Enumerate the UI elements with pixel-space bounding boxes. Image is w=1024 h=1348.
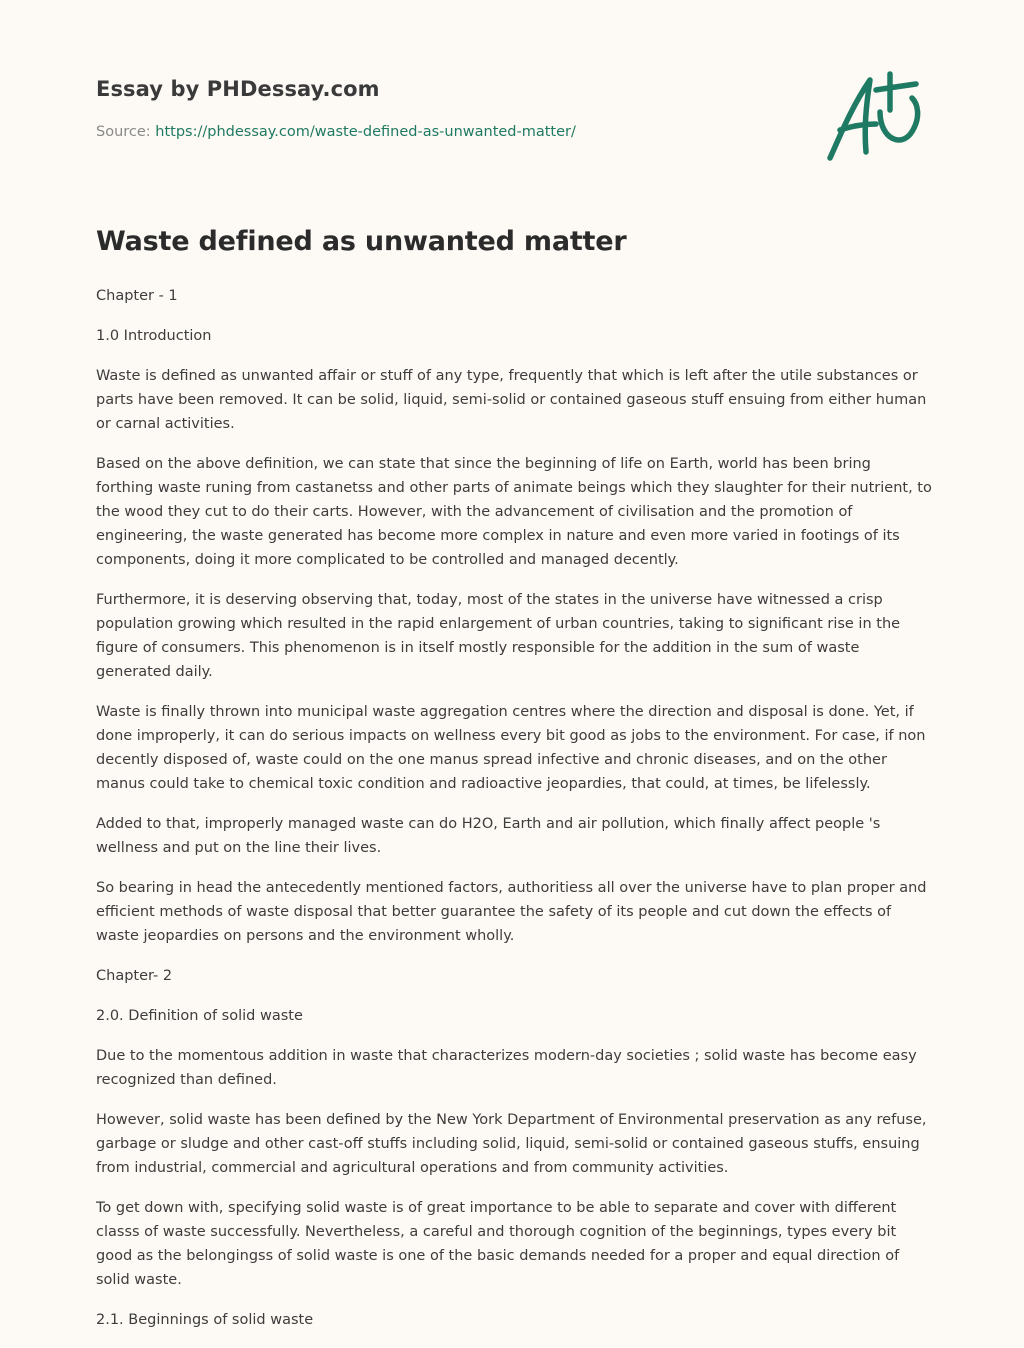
essay-paragraph: So bearing in head the antecedently mentioned factors, authoritiess all over the universe have to plan proper and efficient methods of waste disposal that better guarantee the safety of its people and cut down the effects of waste jeopardies on persons and the environment wholly. xyxy=(96,880,927,944)
essay-paragraph: To get down with, specifying solid waste is of great importance to be able to separate and cover with different classs of waste successfully. Nevertheless, a careful and thorough cognition of the beginnings, types every bit good as the belongingss of solid waste is one of the basic demands needed for a proper and equal direction of solid waste. xyxy=(96,1200,900,1288)
essay-paragraph: Waste is finally thrown into municipal waste aggregation centres where the direction and disposal is done. Yet, if done improperly, it can do serious impacts on wellness every bit good as jobs to the environment. For case, if non decently disposed of, waste could on the one manus spread infective and chronic diseases, and on the other manus could take to chemical toxic condition and radioactive jeopardies, that could, at times, be lifelessly. xyxy=(96,704,926,792)
site-brand: Essay by PHDessay.com xyxy=(96,77,380,101)
essay-paragraph: Chapter - 1 xyxy=(96,288,178,304)
essay-paragraph: However, solid waste has been defined by the New York Department of Environmental preservation as any refuse, garbage or sludge and other cast-off stuffs including solid, liquid, semi-solid or contained gaseous stuffs, ensuing from industrial, commercial and agricultural operations and from community activities. xyxy=(96,1112,927,1176)
essay-paragraph: 2.1. Beginnings of solid waste xyxy=(96,1312,314,1328)
essay-paragraph: 2.0. Definition of solid waste xyxy=(96,1008,303,1024)
a-plus-icon xyxy=(818,66,930,166)
essay-body xyxy=(96,284,932,1348)
essay-paragraph: Added to that, improperly managed waste can do H2O, Earth and air pollution, which finally affect people 's wellness and put on the line their lives. xyxy=(96,816,881,856)
essay-paragraph: 1.0 Introduction xyxy=(96,328,212,344)
essay-paragraph: Based on the above definition, we can state that since the beginning of life on Earth, world has been bring forthing waste runing from castanetss and other parts of animate beings which they slaughter for their nutrient, to the wood they cut to do their carts. However, with the advancement of civilisation and the promotion of engineering, the waste generated has become more complex in nature and even more varied in footings of its components, doing it more complicated to be controlled and managed decently. xyxy=(96,456,932,568)
essay-paragraph: Waste is defined as unwanted affair or stuff of any type, frequently that which is left after the utile substances or parts have been removed. It can be solid, liquid, semi-solid or contained gaseous stuff ensuing from either human or carnal activities. xyxy=(96,368,927,432)
essay-paragraph: Due to the momentous addition in waste that characterizes modern-day societies ; solid waste has become easy recognized than defined. xyxy=(96,1048,917,1088)
essay-paragraph: Chapter- 2 xyxy=(96,968,173,984)
source-link[interactable]: https://phdessay.com/waste-defined-as-unwanted-matter/ xyxy=(155,124,576,140)
source-label: Source: xyxy=(96,124,151,140)
essay-paragraph: Furthermore, it is deserving observing that, today, most of the states in the universe have witnessed a crisp population growing which resulted in the rapid enlargement of urban countries, taking to significant rise in the figure of consumers. This phenomenon is in itself mostly responsible for the addition in the sum of waste generated daily. xyxy=(96,592,901,680)
page-title: Waste defined as unwanted matter xyxy=(96,226,627,257)
source-line xyxy=(96,124,576,140)
